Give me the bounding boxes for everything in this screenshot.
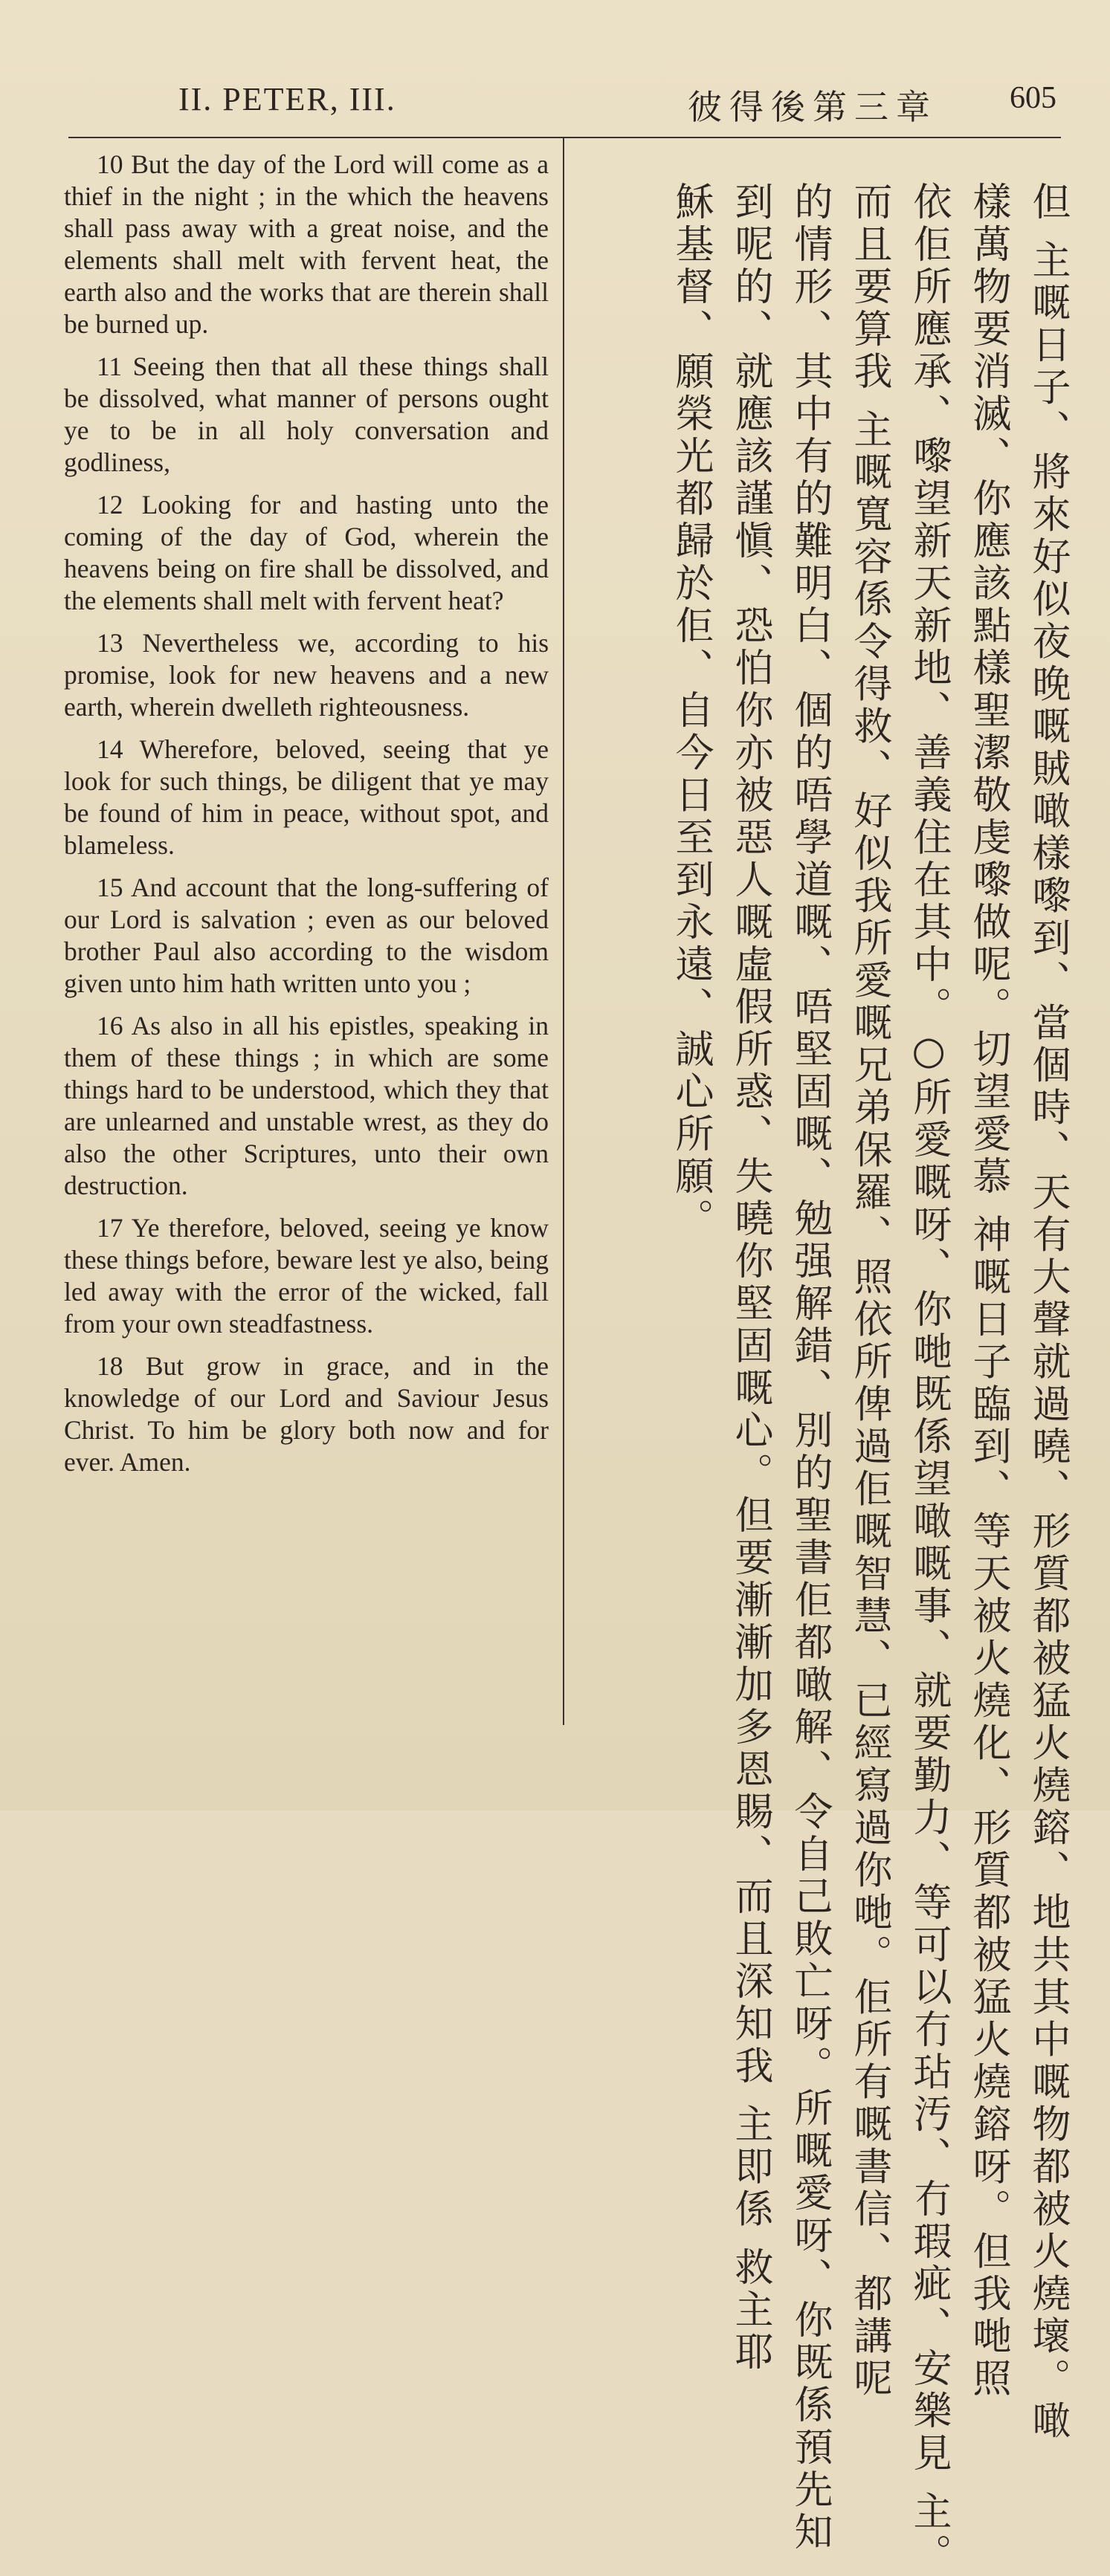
verse-number: 14 <box>97 734 123 764</box>
verse-text: As also in all his epistles, speaking in them of these things ; in which are some things hard to be understood, which they that are unlearned and unstable wrest, as they do also the other Scriptures, unto their own destruction. <box>64 1011 549 1200</box>
verse-number: 12 <box>97 490 123 520</box>
verse-text: But the day of the Lord will come as a thief in the night ; in the which the heavens shall pass away with a great noise, and the elements shall melt with fervent heat, the earth also and the works that are therein shall be burned up. <box>64 149 549 339</box>
verse-text: Looking for and hasting unto the coming of the day of God, wherein the heavens being on fire shall be dissolved, and the elements shall melt with fervent heat? <box>64 490 549 615</box>
chinese-text-column <box>587 165 1071 2576</box>
page-number: 605 <box>1010 81 1056 115</box>
verse <box>64 149 549 340</box>
verse-number: 17 <box>97 1213 123 1243</box>
verse <box>64 734 549 861</box>
chinese-chapter-title: 彼得後第三章 <box>688 87 938 127</box>
verse <box>64 1010 549 1202</box>
chinese-line: 依佢所應承、嚟望新天新地、善義住在其中。○所愛嘅呀、你哋既係望噉嘅事、就要勤力、等可以冇玷汚、冇瑕疵、安樂見 主。 <box>906 181 951 2576</box>
chinese-line: 的情形、其中有的難明白、個的唔學道嘅、唔堅固嘅、勉强解錯、別的聖書佢都噉解、令自己敗亡呀。所嘅愛呀、你既係預先知 <box>787 181 832 2554</box>
chinese-line: 但 主嘅日子、將來好似夜晚嘅賊噉樣嚟到、當個時、天有大聲就過曉、形質都被猛火燒鎔、地共其中嘅物都被火燒壞。噉 <box>1025 181 1070 2443</box>
verse-number: 11 <box>97 352 123 381</box>
verse-text: Seeing then that all these things shall be dissolved, what manner of persons ought ye to be in all holy conversation and godliness, <box>64 352 549 477</box>
verse-text: Nevertheless we, according to his promise, look for new heavens and a new earth, wherein dwelleth righteousness. <box>64 628 549 722</box>
verse-text: And account that the long-suffering of our Lord is salvation ; even as our beloved brother Paul also according to the wisdom given unto him hath written unto you ; <box>64 873 549 998</box>
verse-number: 10 <box>97 149 123 179</box>
verse-text: But grow in grace, and in the knowledge of our Lord and Saviour Jesus Christ. To him be glory both now and for ever. Amen. <box>64 1351 549 1477</box>
verse <box>64 627 549 723</box>
verse <box>64 872 549 1000</box>
verse <box>64 1350 549 1478</box>
verse <box>64 1212 549 1340</box>
verse-text: Wherefore, beloved, seeing that ye look for such things, be diligent that ye may be found of him in peace, without spot, and blameless. <box>64 734 549 860</box>
chinese-line: 而且要算我 主嘅寬容係令得救、好似我所愛嘅兄弟保羅、照依所俾過佢嘅智慧、已經寫過你哋。佢所有嘅書信、都講呢 <box>847 181 891 2401</box>
verse-text: Ye therefore, beloved, seeing ye know these things before, beware lest ye also, being led away with the error of the wicked, fall from your own steadfastness. <box>64 1213 549 1339</box>
header-rule <box>68 137 1061 138</box>
verse-number: 18 <box>97 1351 123 1381</box>
chinese-line: 到呢的、就應該謹愼、恐怕你亦被惡人嘅虛假所惑、失曉你堅固嘅心。但要漸漸加多恩賜、而且深知我 主即係 救主耶 <box>728 181 772 2375</box>
english-text-column <box>64 149 549 1747</box>
verse <box>64 489 549 617</box>
running-title: II. PETER, III. <box>178 81 396 117</box>
verse-number: 13 <box>97 628 123 658</box>
column-divider <box>563 138 564 1725</box>
verse-number: 16 <box>97 1011 123 1041</box>
page-header <box>0 80 1110 125</box>
verse-number: 15 <box>97 873 123 902</box>
chinese-line: 穌基督、願榮光都歸於佢、自今日至到永遠、誠心所願。 <box>668 181 713 1240</box>
verse <box>64 351 549 479</box>
chinese-line: 樣萬物要消滅、你應該點樣聖潔敬虔嚟做呢。切望愛慕 神嘅日子臨到、等天被火燒化、形質都被猛火燒鎔呀。但我哋照 <box>966 181 1010 2401</box>
